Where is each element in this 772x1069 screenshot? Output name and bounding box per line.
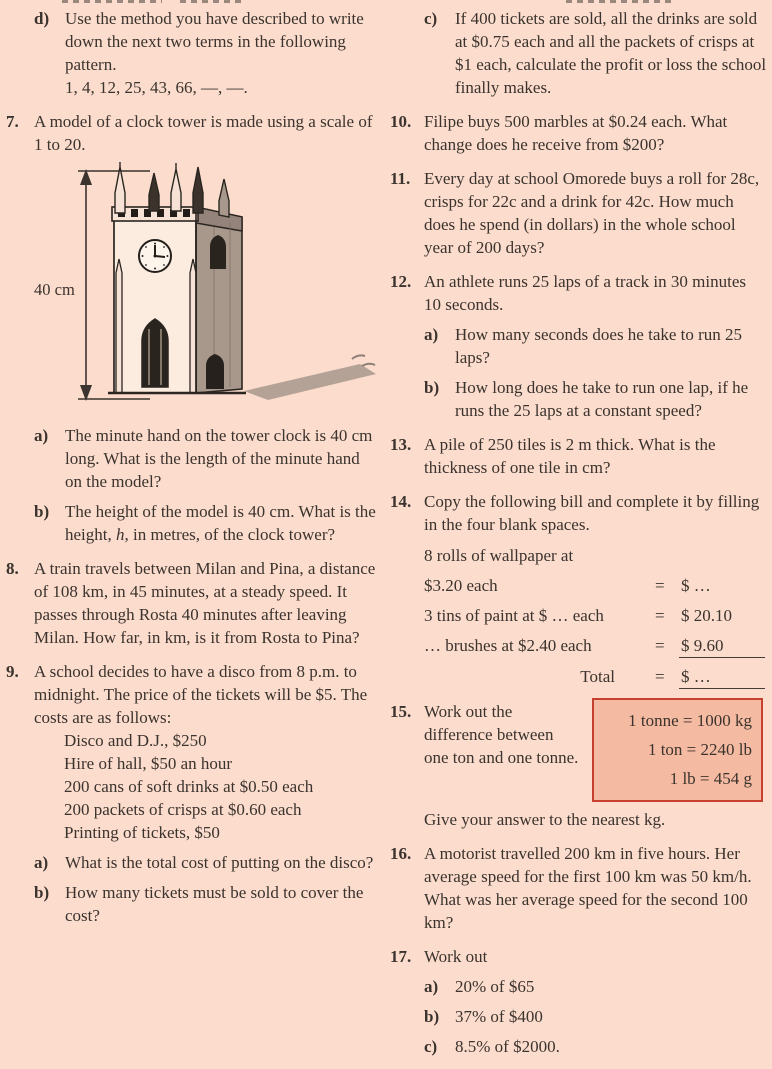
exercise-12b-text: How long does he take to run one lap, if he runs the 25 laps at a constant speed?: [455, 378, 749, 420]
exercise-c-text: If 400 tickets are sold, all the drinks are sold at $0.75 each and all the packets of crisps at $1 each, calculate the profit or loss the school finally makes.: [455, 9, 767, 97]
exercise-12a: [424, 323, 765, 369]
bill-row-item: 3 tins of paint at $ … each: [424, 606, 604, 625]
tower-shadow: [244, 364, 376, 400]
exercise-11-text: Every day at school Omorede buys a roll for 28c, crisps for 22c and a drink for 42c. How much does he spend (in dollars) in the whole school year of 200 days?: [424, 169, 760, 257]
conversion-box: [592, 698, 763, 802]
exercise-7-number: 7.: [6, 112, 19, 131]
exercise-12b: [424, 376, 765, 422]
exercise-9b-text: How many tickets must be sold to cover the cost?: [65, 883, 364, 925]
exercise-8-number: 8.: [6, 559, 19, 578]
exercise-9a: [34, 851, 381, 874]
bill-row-amount: $ …: [681, 576, 711, 595]
exercise-d-label: d): [34, 9, 50, 28]
bill-row-amount: $ 20.10: [681, 606, 732, 625]
cost-item: Hire of hall, $50 an hour: [64, 754, 233, 773]
exercise-c: [424, 7, 768, 99]
exercise-10-text: Filipe buys 500 marbles at $0.24 each. What change does he receive from $200?: [424, 112, 728, 154]
bill-table: [424, 544, 765, 689]
exercise-14-number: 14.: [390, 492, 412, 511]
exercise-7a-text: The minute hand on the tower clock is 40 cm long. What is the length of the minute hand on the model?: [65, 426, 373, 491]
bill-row-item: $3.20 each: [424, 576, 498, 595]
exercise-17: [390, 945, 768, 1058]
exercise-13-number: 13.: [390, 435, 412, 454]
exercise-12: [390, 270, 768, 422]
exercise-17c-label: c): [424, 1037, 438, 1056]
exercise-7b-label: b): [34, 502, 50, 521]
exercise-11: [390, 167, 768, 259]
side-door: [206, 354, 224, 389]
dimension-label: 40 cm: [34, 280, 75, 299]
bill-row-eq: =: [655, 636, 665, 655]
bill-row-eq: =: [655, 606, 665, 625]
clock-tower-figure: [34, 161, 381, 417]
cost-list: [64, 729, 381, 844]
bill-row-eq: =: [655, 667, 665, 686]
exercise-7b-text: The height of the model is 40 cm. What is the height, h, in metres, of the clock tower?: [65, 502, 376, 544]
exercise-7a: [34, 424, 381, 493]
exercise-17b-text: 37% of $400: [455, 1007, 543, 1026]
conversion-line: 1 tonne = 1000 kg: [628, 711, 752, 730]
exercise-17a-text: 20% of $65: [455, 977, 535, 996]
exercise-15-number: 15.: [390, 702, 412, 721]
exercise-9: [6, 660, 384, 927]
bill-total-amount: $ …: [679, 665, 765, 689]
cut-off-text-artifact: [566, 0, 676, 3]
cut-off-text-artifact: [180, 0, 246, 3]
exercise-14-body: [424, 490, 768, 689]
bill-total-label: Total: [580, 667, 615, 686]
exercise-17a: [424, 975, 765, 998]
clock-face: [139, 240, 171, 272]
exercise-9-text: A school decides to have a disco from 8 p.m. to midnight. The price of the tickets will be $5. The costs are as follows:: [34, 662, 368, 727]
exercise-d-text: [65, 7, 384, 99]
side-window: [210, 235, 226, 269]
exercise-16: [390, 842, 768, 934]
exercise-16-text: A motorist travelled 200 km in five hours. Her average speed for the first 100 km was 50 km/h. What was her average speed for the second 100 km?: [424, 844, 752, 932]
exercise-17a-label: a): [424, 977, 439, 996]
exercise-12-body: [424, 270, 768, 422]
cost-item: 200 packets of crisps at $0.60 each: [64, 800, 302, 819]
clock-tower-illustration: [34, 161, 376, 411]
exercise-9a-text: What is the total cost of putting on the disco?: [65, 853, 374, 872]
exercise-9-body: [34, 660, 384, 927]
exercise-12a-text: How many seconds does he take to run 25 laps?: [455, 325, 743, 367]
cost-item: Disco and D.J., $250: [64, 731, 207, 750]
bill-row-eq: =: [655, 576, 665, 595]
exercise-9a-label: a): [34, 853, 49, 872]
exercise-17-text: Work out: [424, 947, 488, 966]
exercise-17c-text: 8.5% of $2000.: [455, 1037, 560, 1056]
exercise-7-body: [34, 110, 384, 546]
cost-item: Printing of tickets, $50: [64, 823, 220, 842]
exercise-12-number: 12.: [390, 272, 412, 291]
bill-row-amount: $ 9.60: [679, 634, 765, 658]
right-column: [390, 7, 768, 1069]
exercise-17b-label: b): [424, 1007, 440, 1026]
bill-row-eq: [655, 544, 679, 567]
exercise-7a-label: a): [34, 426, 49, 445]
exercise-d-body: Use the method you have described to write down the next two terms in the following pattern.: [65, 9, 364, 74]
exercise-17b: [424, 1005, 765, 1028]
exercise-12b-label: b): [424, 378, 440, 397]
exercise-16-number: 16.: [390, 844, 412, 863]
cut-off-text-artifact: [62, 0, 162, 3]
exercise-11-number: 11.: [390, 169, 411, 188]
exercise-10: [390, 110, 768, 156]
conversion-line: 1 ton = 2240 lb: [647, 740, 752, 759]
exercise-17c: [424, 1035, 765, 1058]
bill-row-amount: [679, 544, 765, 567]
exercise-12a-label: a): [424, 325, 439, 344]
exercise-15: [390, 700, 768, 831]
exercise-8: [6, 557, 384, 649]
exercise-9b-label: b): [34, 883, 50, 902]
exercise-9b: [34, 881, 381, 927]
conversion-line: 1 lb = 454 g: [669, 769, 752, 788]
exercise-8-text: A train travels between Milan and Pina, a distance of 108 km, in 45 minutes, at a steady speed. It passes through Rosta 40 minutes after leaving Milan. How far, in km, is it from Rosta to Pina?: [34, 559, 376, 647]
exercise-14-text: Copy the following bill and complete it by filling in the four blank spaces.: [424, 492, 760, 534]
exercise-13: [390, 433, 768, 479]
exercise-d: [34, 7, 384, 99]
exercise-c-label: c): [424, 9, 438, 28]
exercise-14: [390, 490, 768, 689]
exercise-12-text: An athlete runs 25 laps of a track in 30 minutes 10 seconds.: [424, 272, 746, 314]
exercise-15-body: [424, 700, 768, 831]
exercise-17-body: [424, 945, 768, 1058]
cost-item: 200 cans of soft drinks at $0.50 each: [64, 777, 314, 796]
exercise-13-text: A pile of 250 tiles is 2 m thick. What is the thickness of one tile in cm?: [424, 435, 716, 477]
exercise-15-text: Work out the difference between one ton and one tonne.: [424, 702, 579, 767]
exercise-17-number: 17.: [390, 947, 412, 966]
arched-window: [142, 319, 168, 387]
bill-row-item: … brushes at $2.40 each: [424, 636, 592, 655]
exercise-7b: [34, 500, 381, 546]
exercise-15-note: Give your answer to the nearest kg.: [424, 810, 666, 829]
bill-row-item: 8 rolls of wallpaper at: [424, 546, 574, 565]
left-column: [6, 7, 384, 1069]
exercise-9-number: 9.: [6, 662, 19, 681]
exercise-7: [6, 110, 384, 546]
exercise-d-sequence: 1, 4, 12, 25, 43, 66, —, —.: [65, 78, 248, 97]
exercise-7-text: A model of a clock tower is made using a scale of 1 to 20.: [34, 112, 373, 154]
exercise-10-number: 10.: [390, 112, 412, 131]
